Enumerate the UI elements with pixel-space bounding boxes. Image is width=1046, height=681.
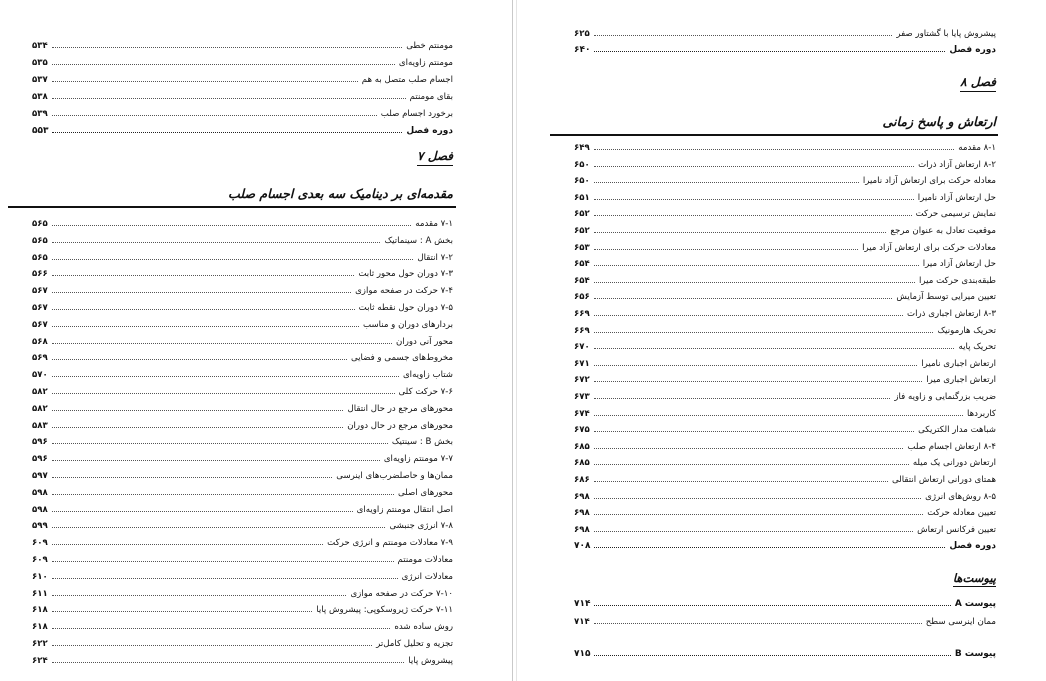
- toc-dot-leader: [594, 291, 893, 299]
- toc-row: [574, 616, 996, 628]
- toc-page-number: ۶۹۸: [574, 508, 590, 519]
- toc-row: [574, 275, 996, 287]
- toc-page-number: ۵۸۳: [32, 420, 48, 431]
- toc-page-number: ۵۶۵: [32, 235, 48, 246]
- toc-entry-title: معادلات انرژی: [401, 571, 453, 582]
- toc-row: [574, 258, 996, 270]
- toc-page-number: ۵۳۷: [32, 75, 48, 85]
- toc-entry-title: نمایش ترسیمی حرکت: [915, 209, 996, 220]
- chapter-7-title-rule: [8, 206, 456, 208]
- toc-entry-title: ۷-۱ مقدمه: [415, 219, 453, 229]
- toc-entry-title: تعیین فرکانس ارتعاش: [917, 524, 996, 535]
- toc-row-bold: [574, 648, 996, 660]
- toc-dot-leader: [594, 175, 859, 183]
- toc-page-number: ۶۸۵: [574, 458, 590, 469]
- toc-entry-title: بقای مومنتم: [409, 92, 453, 102]
- toc-dot-leader: [594, 275, 915, 283]
- toc-entry-title: حل ارتعاش آزاد میرا: [922, 259, 996, 270]
- toc-row: [32, 302, 453, 314]
- toc-page-number: ۶۵۲: [574, 226, 590, 236]
- toc-dot-leader: [52, 470, 333, 478]
- toc-dot-leader: [52, 91, 406, 99]
- toc-page-number: ۶۵۶: [574, 292, 590, 303]
- toc-entry-title: دوره فصل: [949, 45, 996, 55]
- toc-dot-leader: [594, 524, 913, 532]
- toc-page-number: ۶۹۸: [574, 491, 590, 502]
- toc-row: [574, 208, 996, 220]
- toc-entry-title: ارتعاش دورانی یک میله: [912, 458, 996, 469]
- toc-row: [574, 408, 996, 420]
- toc-dot-leader: [594, 258, 919, 266]
- toc-page-number: ۶۷۳: [574, 392, 590, 402]
- toc-entry-title: اصل انتقال مومنتم زاویه‌ای: [356, 504, 453, 515]
- toc-dot-leader: [594, 507, 924, 515]
- chapter-7-heading: فصل ۷: [417, 149, 453, 166]
- toc-row: [574, 524, 996, 536]
- toc-row: [32, 504, 453, 516]
- toc-page-number: ۷۱۴: [574, 616, 590, 627]
- toc-row: [32, 487, 453, 499]
- appendices-heading: پیوست‌ها: [952, 571, 996, 585]
- toc-row-bold: [32, 125, 453, 137]
- toc-dot-leader: [594, 44, 945, 52]
- toc-page-number: ۶۶۹: [574, 309, 590, 319]
- toc-page-number: ۵۳۹: [32, 109, 48, 119]
- toc-entry-title: تجزیه و تحلیل کامل‌تر: [376, 639, 453, 649]
- toc-dot-leader: [52, 403, 344, 411]
- toc-entry-title: پیوست B: [954, 649, 996, 659]
- toc-page-number: ۵۹۸: [32, 504, 48, 515]
- toc-entry-title: تحریک هارمونیک: [937, 325, 996, 336]
- toc-row: [574, 159, 996, 171]
- toc-entry-title: ۷-۹ معادلات مومنتم و انرژی حرکت: [327, 538, 453, 549]
- toc-entry-title: ۷-۱۰ حرکت در صفحه موازی: [350, 588, 453, 599]
- toc-entry-title: اجسام صلب متصل به هم: [361, 75, 453, 85]
- toc-page-number: ۶۵۳: [574, 242, 590, 253]
- toc-row: [32, 336, 453, 348]
- toc-page-number: ۵۶۵: [32, 252, 48, 263]
- toc-page-number: ۶۱۰: [32, 571, 48, 582]
- toc-dot-leader: [594, 208, 912, 216]
- toc-page-number: ۵۶۶: [32, 269, 48, 280]
- toc-dot-leader: [594, 28, 893, 36]
- toc-entry-title: دوره فصل: [949, 541, 996, 552]
- toc-page-number: ۵۷۰: [32, 370, 48, 381]
- toc-page-number: ۶۸۵: [574, 441, 590, 452]
- toc-dot-leader: [52, 520, 386, 528]
- toc-row: [32, 74, 453, 86]
- toc-page-number: ۵۳۵: [32, 58, 48, 68]
- toc-row: [574, 341, 996, 353]
- toc-dot-leader: [52, 285, 351, 293]
- toc-entry-title: پیشروش پایا: [408, 655, 453, 666]
- toc-entry-title: ۷-۶ حرکت کلی: [398, 387, 453, 397]
- toc-dot-leader: [594, 457, 909, 465]
- toc-page-number: ۵۶۸: [32, 336, 48, 347]
- toc-entry-title: مومنتم زاویه‌ای: [398, 58, 453, 68]
- toc-row: [574, 28, 996, 40]
- toc-page-number: ۶۴۹: [574, 143, 590, 153]
- toc-row: [32, 40, 453, 52]
- toc-dot-leader: [52, 352, 347, 360]
- toc-dot-leader: [52, 554, 394, 562]
- toc-page-number: ۷۰۸: [574, 541, 591, 552]
- toc-row: [32, 235, 453, 247]
- toc-row: [32, 604, 453, 616]
- toc-row-bold: [574, 598, 996, 610]
- toc-page-number: ۶۱۸: [32, 605, 48, 616]
- toc-entry-title: ۸-۱ مقدمه: [958, 143, 996, 153]
- toc-dot-leader: [52, 420, 343, 428]
- toc-entry-title: ۷-۲ انتقال: [417, 252, 453, 263]
- toc-row: [574, 192, 996, 204]
- toc-row-bold: [574, 540, 996, 552]
- toc-dot-leader: [52, 453, 380, 461]
- toc-dot-leader: [52, 218, 412, 226]
- toc-row: [32, 218, 453, 230]
- toc-row: [32, 268, 453, 280]
- toc-row: [32, 403, 453, 415]
- toc-row: [574, 457, 996, 469]
- toc-dot-leader: [594, 358, 917, 366]
- toc-entry-title: ممان اینرسی سطح: [925, 616, 996, 627]
- toc-row: [32, 108, 453, 120]
- toc-row: [32, 520, 453, 532]
- toc-row: [32, 285, 453, 297]
- toc-row: [574, 374, 996, 386]
- toc-dot-leader: [594, 648, 950, 656]
- toc-page-number: ۶۷۱: [574, 358, 590, 369]
- toc-row: [574, 424, 996, 436]
- toc-page-number: ۵۸۲: [32, 403, 48, 414]
- toc-page-number: ۶۱۱: [32, 588, 48, 599]
- toc-entry-title: پیوست A: [954, 599, 996, 609]
- toc-entry-title: ۸-۵ روش‌های انرژی: [925, 491, 996, 502]
- toc-dot-leader: [594, 424, 914, 432]
- toc-row: [574, 225, 996, 237]
- toc-dot-leader: [594, 142, 955, 150]
- toc-dot-leader: [52, 621, 391, 629]
- chapter-8-title: ارتعاش و پاسخ زمانی: [882, 114, 996, 129]
- toc-entry-title: ضریب بزرگنمایی و زاویه فاز: [894, 392, 996, 402]
- toc-dot-leader: [52, 436, 388, 444]
- page-gutter-shadow: [516, 0, 517, 681]
- toc-page-number: ۶۵۰: [574, 159, 590, 170]
- toc-entry-title: موقعیت تعادل به عنوان مرجع: [890, 226, 996, 236]
- toc-entry-title: پیشروش پایا با گشتاور صفر: [896, 29, 996, 39]
- toc-row: [574, 242, 996, 254]
- toc-entry-title: دوره فصل: [406, 126, 453, 136]
- toc-entry-title: ۷-۷ مومنتم زاویه‌ای: [383, 454, 453, 465]
- toc-page-number: ۶۰۹: [32, 538, 48, 549]
- toc-entry-title: معادلات مومنتم: [397, 555, 453, 565]
- toc-entry-title: معادله حرکت برای ارتعاش آزاد نامیرا: [862, 176, 996, 187]
- toc-dot-leader: [594, 441, 904, 449]
- toc-dot-leader: [594, 474, 888, 482]
- toc-entry-title: شتاب زاویه‌ای: [402, 370, 453, 381]
- toc-page-number: ۵۶۷: [32, 286, 48, 297]
- toc-dot-leader: [594, 242, 858, 250]
- toc-dot-leader: [52, 57, 395, 65]
- toc-dot-leader: [52, 125, 402, 133]
- toc-row: [574, 142, 996, 154]
- toc-entry-title: محورهای مرجع در حال انتقال: [347, 403, 453, 414]
- toc-row-bold: [574, 44, 996, 56]
- toc-page-number: ۶۵۱: [574, 192, 590, 203]
- toc-page-number: ۶۲۴: [32, 655, 48, 666]
- toc-row: [32, 554, 453, 566]
- toc-dot-leader: [52, 319, 359, 327]
- toc-dot-leader: [594, 192, 914, 200]
- toc-dot-leader: [52, 108, 377, 116]
- toc-row: [32, 436, 453, 448]
- toc-row: [32, 369, 453, 381]
- toc-page-number: ۶۰۹: [32, 555, 48, 565]
- toc-entry-title: ۷-۸ انرژی جنبشی: [389, 521, 453, 532]
- toc-row: [574, 391, 996, 403]
- toc-page-number: ۶۲۲: [32, 639, 48, 649]
- toc-entry-title: تحریک پایه: [958, 342, 996, 353]
- toc-page-number: ۶۴۰: [574, 45, 591, 55]
- toc-entry-title: محورهای مرجع در حال دوران: [347, 420, 453, 431]
- toc-entry-title: ۸-۴ ارتعاش اجسام صلب: [907, 441, 996, 452]
- toc-entry-title: تعیین معادله حرکت: [927, 508, 996, 519]
- toc-entry-title: شباهت مدار الکتریکی: [918, 425, 996, 436]
- right-page: [538, 0, 1046, 681]
- toc-page-number: ۵۳۸: [32, 92, 48, 102]
- toc-page-number: ۵۹۶: [32, 437, 48, 448]
- toc-dot-leader: [52, 268, 355, 276]
- toc-dot-leader: [52, 638, 372, 646]
- toc-page-number: ۵۵۳: [32, 126, 49, 136]
- toc-entry-title: مومنتم خطی: [406, 41, 453, 51]
- toc-dot-leader: [52, 369, 399, 377]
- toc-page-number: ۵۸۲: [32, 387, 48, 397]
- toc-dot-leader: [52, 336, 392, 344]
- toc-row: [32, 91, 453, 103]
- toc-dot-leader: [52, 504, 353, 512]
- toc-page-number: ۷۱۵: [574, 649, 591, 659]
- toc-entry-title: ۷-۱۱ حرکت ژیروسکوپی: پیشروش پایا: [316, 605, 453, 616]
- toc-page-number: ۷۱۴: [574, 599, 591, 609]
- toc-page-number: ۵۹۷: [32, 471, 48, 481]
- page-gutter: [512, 0, 513, 681]
- toc-page-number: ۶۵۲: [574, 209, 590, 220]
- toc-page-number: ۶۷۴: [574, 408, 590, 419]
- toc-row: [32, 386, 453, 398]
- toc-page-number: ۵۹۶: [32, 454, 48, 465]
- toc-page-number: ۵۳۴: [32, 41, 48, 51]
- toc-page-number: ۶۵۴: [574, 259, 590, 270]
- toc-row: [574, 441, 996, 453]
- toc-row: [32, 470, 453, 482]
- toc-page-number: ۵۶۵: [32, 219, 48, 229]
- toc-entry-title: ۸-۳ ارتعاش اجباری ذرات: [907, 309, 996, 319]
- toc-row: [32, 588, 453, 600]
- toc-dot-leader: [594, 341, 955, 349]
- toc-page-number: ۶۵۴: [574, 275, 590, 286]
- toc-entry-title: کاربردها: [967, 408, 996, 419]
- toc-row: [574, 491, 996, 503]
- toc-page-number: ۵۹۹: [32, 521, 48, 532]
- toc-entry-title: طبقه‌بندی حرکت میرا: [919, 275, 996, 286]
- toc-row: [574, 358, 996, 370]
- toc-row: [32, 453, 453, 465]
- toc-dot-leader: [594, 159, 914, 167]
- toc-page-number: ۶۲۵: [574, 29, 590, 39]
- toc-row: [32, 638, 453, 650]
- toc-entry-title: حل ارتعاش آزاد نامیرا: [917, 192, 996, 203]
- toc-row: [32, 57, 453, 69]
- toc-entry-title: برخورد اجسام صلب: [380, 109, 453, 119]
- toc-entry-title: بخش A : سینماتیک: [384, 235, 453, 246]
- toc-dot-leader: [52, 74, 358, 82]
- toc-page-number: ۵۶۷: [32, 303, 48, 313]
- toc-dot-leader: [594, 308, 903, 316]
- toc-page-number: ۶۷۰: [574, 342, 590, 353]
- toc-dot-leader: [594, 540, 945, 548]
- toc-entry-title: ممان‌ها و حاصلضرب‌های اینرسی: [336, 471, 453, 481]
- toc-row: [574, 308, 996, 320]
- toc-dot-leader: [594, 616, 922, 624]
- chapter-7-title: مقدمه‌ای بر دینامیک سه بعدی اجسام صلب: [228, 186, 453, 201]
- toc-row: [574, 325, 996, 337]
- toc-row: [32, 655, 453, 667]
- toc-entry-title: ارتعاش اجباری میرا: [926, 375, 996, 386]
- toc-page-number: ۶۷۲: [574, 375, 590, 386]
- toc-dot-leader: [52, 40, 402, 48]
- toc-page-number: ۵۶۹: [32, 353, 48, 364]
- toc-row: [32, 621, 453, 633]
- toc-entry-title: بردارهای دوران و مناسب: [363, 319, 453, 330]
- toc-page-number: ۶۹۸: [574, 524, 590, 535]
- toc-entry-title: معادلات حرکت برای ارتعاش آزاد میرا: [862, 242, 996, 253]
- toc-row: [574, 175, 996, 187]
- chapter-8-title-rule: [550, 134, 998, 136]
- toc-page-number: ۵۶۷: [32, 319, 48, 330]
- toc-dot-leader: [594, 598, 950, 606]
- toc-page-number: ۵۹۸: [32, 487, 48, 498]
- toc-dot-leader: [52, 487, 394, 495]
- toc-row: [32, 319, 453, 331]
- toc-page-number: ۶۵۰: [574, 176, 590, 187]
- toc-entry-title: محور آنی دوران: [396, 336, 453, 347]
- toc-row: [32, 420, 453, 432]
- toc-entry-title: بخش B : سینتیک: [391, 437, 453, 448]
- toc-dot-leader: [594, 325, 934, 333]
- toc-page-number: ۶۶۹: [574, 325, 590, 336]
- toc-dot-leader: [52, 571, 398, 579]
- toc-row: [32, 252, 453, 264]
- toc-entry-title: ۷-۵ دوران حول نقطه ثابت: [358, 303, 453, 313]
- toc-entry-title: محورهای اصلی: [397, 487, 453, 498]
- left-page: [0, 0, 510, 681]
- toc-dot-leader: [594, 374, 922, 382]
- toc-dot-leader: [594, 391, 891, 399]
- toc-row: [32, 571, 453, 583]
- toc-dot-leader: [52, 588, 347, 596]
- toc-entry-title: روش ساده شده: [394, 622, 453, 633]
- toc-dot-leader: [52, 302, 355, 310]
- toc-dot-leader: [52, 235, 381, 243]
- toc-dot-leader: [52, 252, 414, 260]
- toc-entry-title: ۷-۴ حرکت در صفحه موازی: [355, 286, 453, 297]
- toc-entry-title: مخروط‌های جسمی و فضایی: [350, 353, 453, 364]
- toc-entry-title: ۸-۲ ارتعاش آزاد ذرات: [918, 159, 996, 170]
- toc-page-number: ۶۷۵: [574, 425, 590, 436]
- toc-dot-leader: [52, 537, 323, 545]
- toc-dot-leader: [52, 386, 395, 394]
- toc-dot-leader: [52, 604, 312, 612]
- toc-row: [32, 537, 453, 549]
- toc-page-number: ۶۸۶: [574, 475, 590, 485]
- toc-entry-title: تعیین میرایی توسط آزمایش: [896, 292, 996, 303]
- toc-page-number: ۶۱۸: [32, 622, 48, 633]
- toc-dot-leader: [594, 408, 963, 416]
- toc-row: [574, 291, 996, 303]
- toc-dot-leader: [594, 491, 921, 499]
- toc-row: [574, 507, 996, 519]
- toc-entry-title: ۷-۳ دوران حول محور ثابت: [358, 269, 453, 280]
- toc-entry-title: ارتعاش اجباری نامیرا: [921, 358, 996, 369]
- toc-row: [574, 474, 996, 486]
- toc-entry-title: همتای دورانی ارتعاش انتقالی: [891, 475, 996, 485]
- toc-dot-leader: [52, 655, 404, 663]
- toc-dot-leader: [594, 225, 887, 233]
- chapter-8-heading: فصل ۸: [960, 75, 996, 92]
- toc-row: [32, 352, 453, 364]
